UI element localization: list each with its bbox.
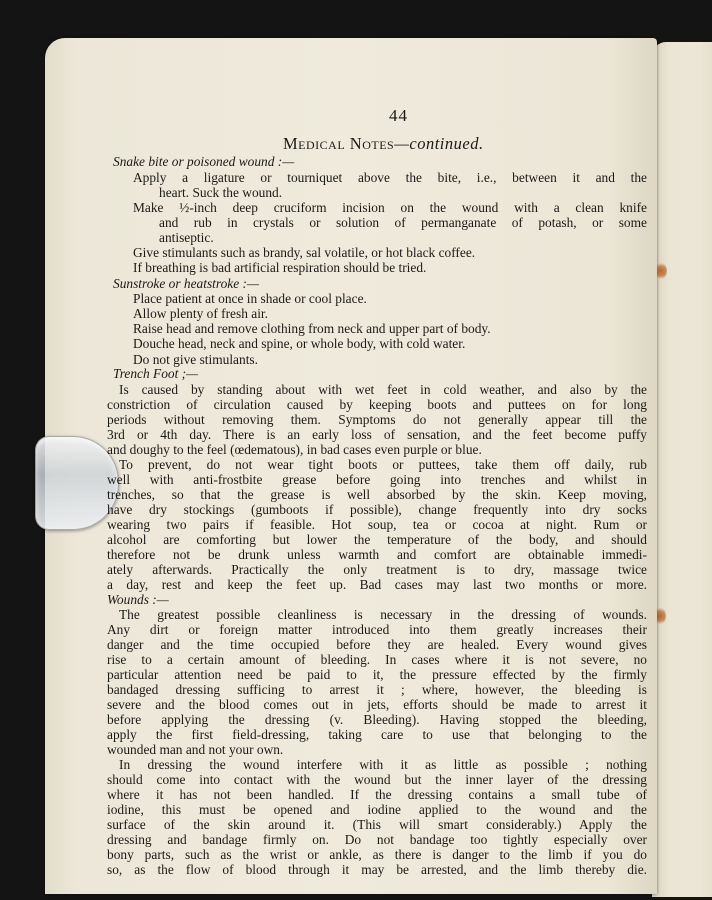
text-line: danger and the time occupied before they are healed. Every wound gives — [107, 638, 647, 652]
text-line: and doughy to the feel (œdematous), in bad cases even purple or blue. — [107, 442, 482, 457]
text-line: Is caused by standing about with wet feet in cold weather, and also by the — [119, 383, 647, 397]
title-main: Medical Notes — [283, 134, 395, 153]
text-line: If breathing is bad artificial respiration should be tried. — [133, 260, 427, 275]
text-line: and rub in crystals or solution of permanganate of potash, or some — [159, 216, 647, 230]
text-line: Do not give stimulants. — [133, 352, 258, 367]
text-line: surface of the skin around it. (This will smart considerably.) Apply the — [107, 818, 647, 832]
text-line: Give stimulants such as brandy, sal volatile, or hot black coffee. — [133, 245, 476, 260]
text-line: To prevent, do not wear tight boots or puttees, take them off daily, rub — [119, 458, 647, 472]
title-continued: —continued. — [394, 134, 484, 153]
text-line: heart. Suck the wound. — [159, 185, 283, 200]
text-line: ately afterwards. Practically the only treatment is to dry, massage twice — [107, 563, 647, 577]
text-line: have dry stockings (gumboots if possible), change frequently into dry socks — [107, 503, 647, 517]
text-line: The greatest possible cleanliness is necessary in the dressing of wounds. — [119, 608, 647, 622]
text-line: Make ½-inch deep cruciform incision on the wound with a clean knife — [133, 201, 647, 215]
text-line: wounded man and not your own. — [107, 742, 284, 757]
text-line: antiseptic. — [159, 230, 214, 245]
text-line: Any dirt or foreign matter introduced into them greatly increases their — [107, 623, 647, 637]
text-line: alcohol are comforting but lower the temperature of the body, and should — [107, 533, 647, 547]
text-line: Raise head and remove clothing from neck and upper part of body. — [133, 321, 491, 336]
text-line: 3rd or 4th day. There is an early loss of sensation, and the feet become puffy — [107, 428, 647, 442]
section-heading: Trench Foot ;— — [113, 366, 199, 381]
text-line: Douche head, neck and spine, or whole body, with cold water. — [133, 336, 466, 351]
text-line: In dressing the wound interfere with it as little as possible ; nothing — [119, 758, 647, 772]
text-line: bandaged dressing sufficing to arrest it ; where, however, the bleeding is — [107, 683, 647, 697]
text-line: periods without removing them. Symptoms do not generally appear till the — [107, 413, 647, 427]
text-line: constriction of circulation caused by keeping boots and puttees on for long — [107, 398, 647, 412]
section-heading: Sunstroke or heatstroke :— — [113, 276, 259, 291]
section-heading: Snake bite or poisoned wound :— — [113, 154, 295, 169]
text-line: rise to a certain amount of bleeding. In cases where it is not severe, no — [107, 653, 647, 667]
text-line: Allow plenty of fresh air. — [133, 306, 268, 321]
book-page — [45, 38, 657, 894]
text-line: bony parts, such as the wrist or ankle, as there is danger to the limb if you do — [107, 848, 647, 862]
text-line: particular attention need be paid to it, the pressure effected by the firmly — [107, 668, 647, 682]
text-line: well with anti-frostbite grease before going into trenches and whilst in — [107, 473, 647, 487]
text-line: trenches, so that the grease is well absorbed by the skin. Keep moving, — [107, 488, 647, 502]
text-line: before applying the dressing (v. Bleeding). Having stopped the bleeding, — [107, 713, 647, 727]
text-line: a day, rest and keep the feet up. Bad cases may last two months or more. — [107, 578, 647, 592]
text-line: should come into contact with the wound but the inner layer of the dressing — [107, 773, 647, 787]
text-line: iodine, this must be opened and iodine applied to the wound and the — [107, 803, 647, 817]
text-line: Apply a ligature or tourniquet above the bite, i.e., between it and the — [133, 171, 647, 185]
page-title — [283, 134, 484, 154]
text-line: therefore not be drunk unless warmth and comfort are obtainable immedi- — [107, 548, 647, 562]
text-line: where it has not been handled. If the dressing contains a small tube of — [107, 788, 647, 802]
section-heading: Wounds :— — [107, 592, 169, 607]
text-line: so, as the flow of blood through it may be arrested, and the limb thereby die. — [107, 863, 647, 877]
text-line: apply the first field-dressing, taking care to use that belonging to the — [107, 728, 647, 742]
facing-page-edge — [652, 42, 712, 897]
text-line: dressing and bandage firmly on. Do not bandage too tightly especially over — [107, 833, 647, 847]
text-line: severe and the blood comes out in jets, efforts should be made to arrest it — [107, 698, 647, 712]
page-number: 44 — [389, 106, 408, 125]
text-line: Place patient at once in shade or cool place. — [133, 291, 367, 306]
text-line: wearing two pairs if feasible. Hot soup, tea or cocoa at night. Rum or — [107, 518, 647, 532]
